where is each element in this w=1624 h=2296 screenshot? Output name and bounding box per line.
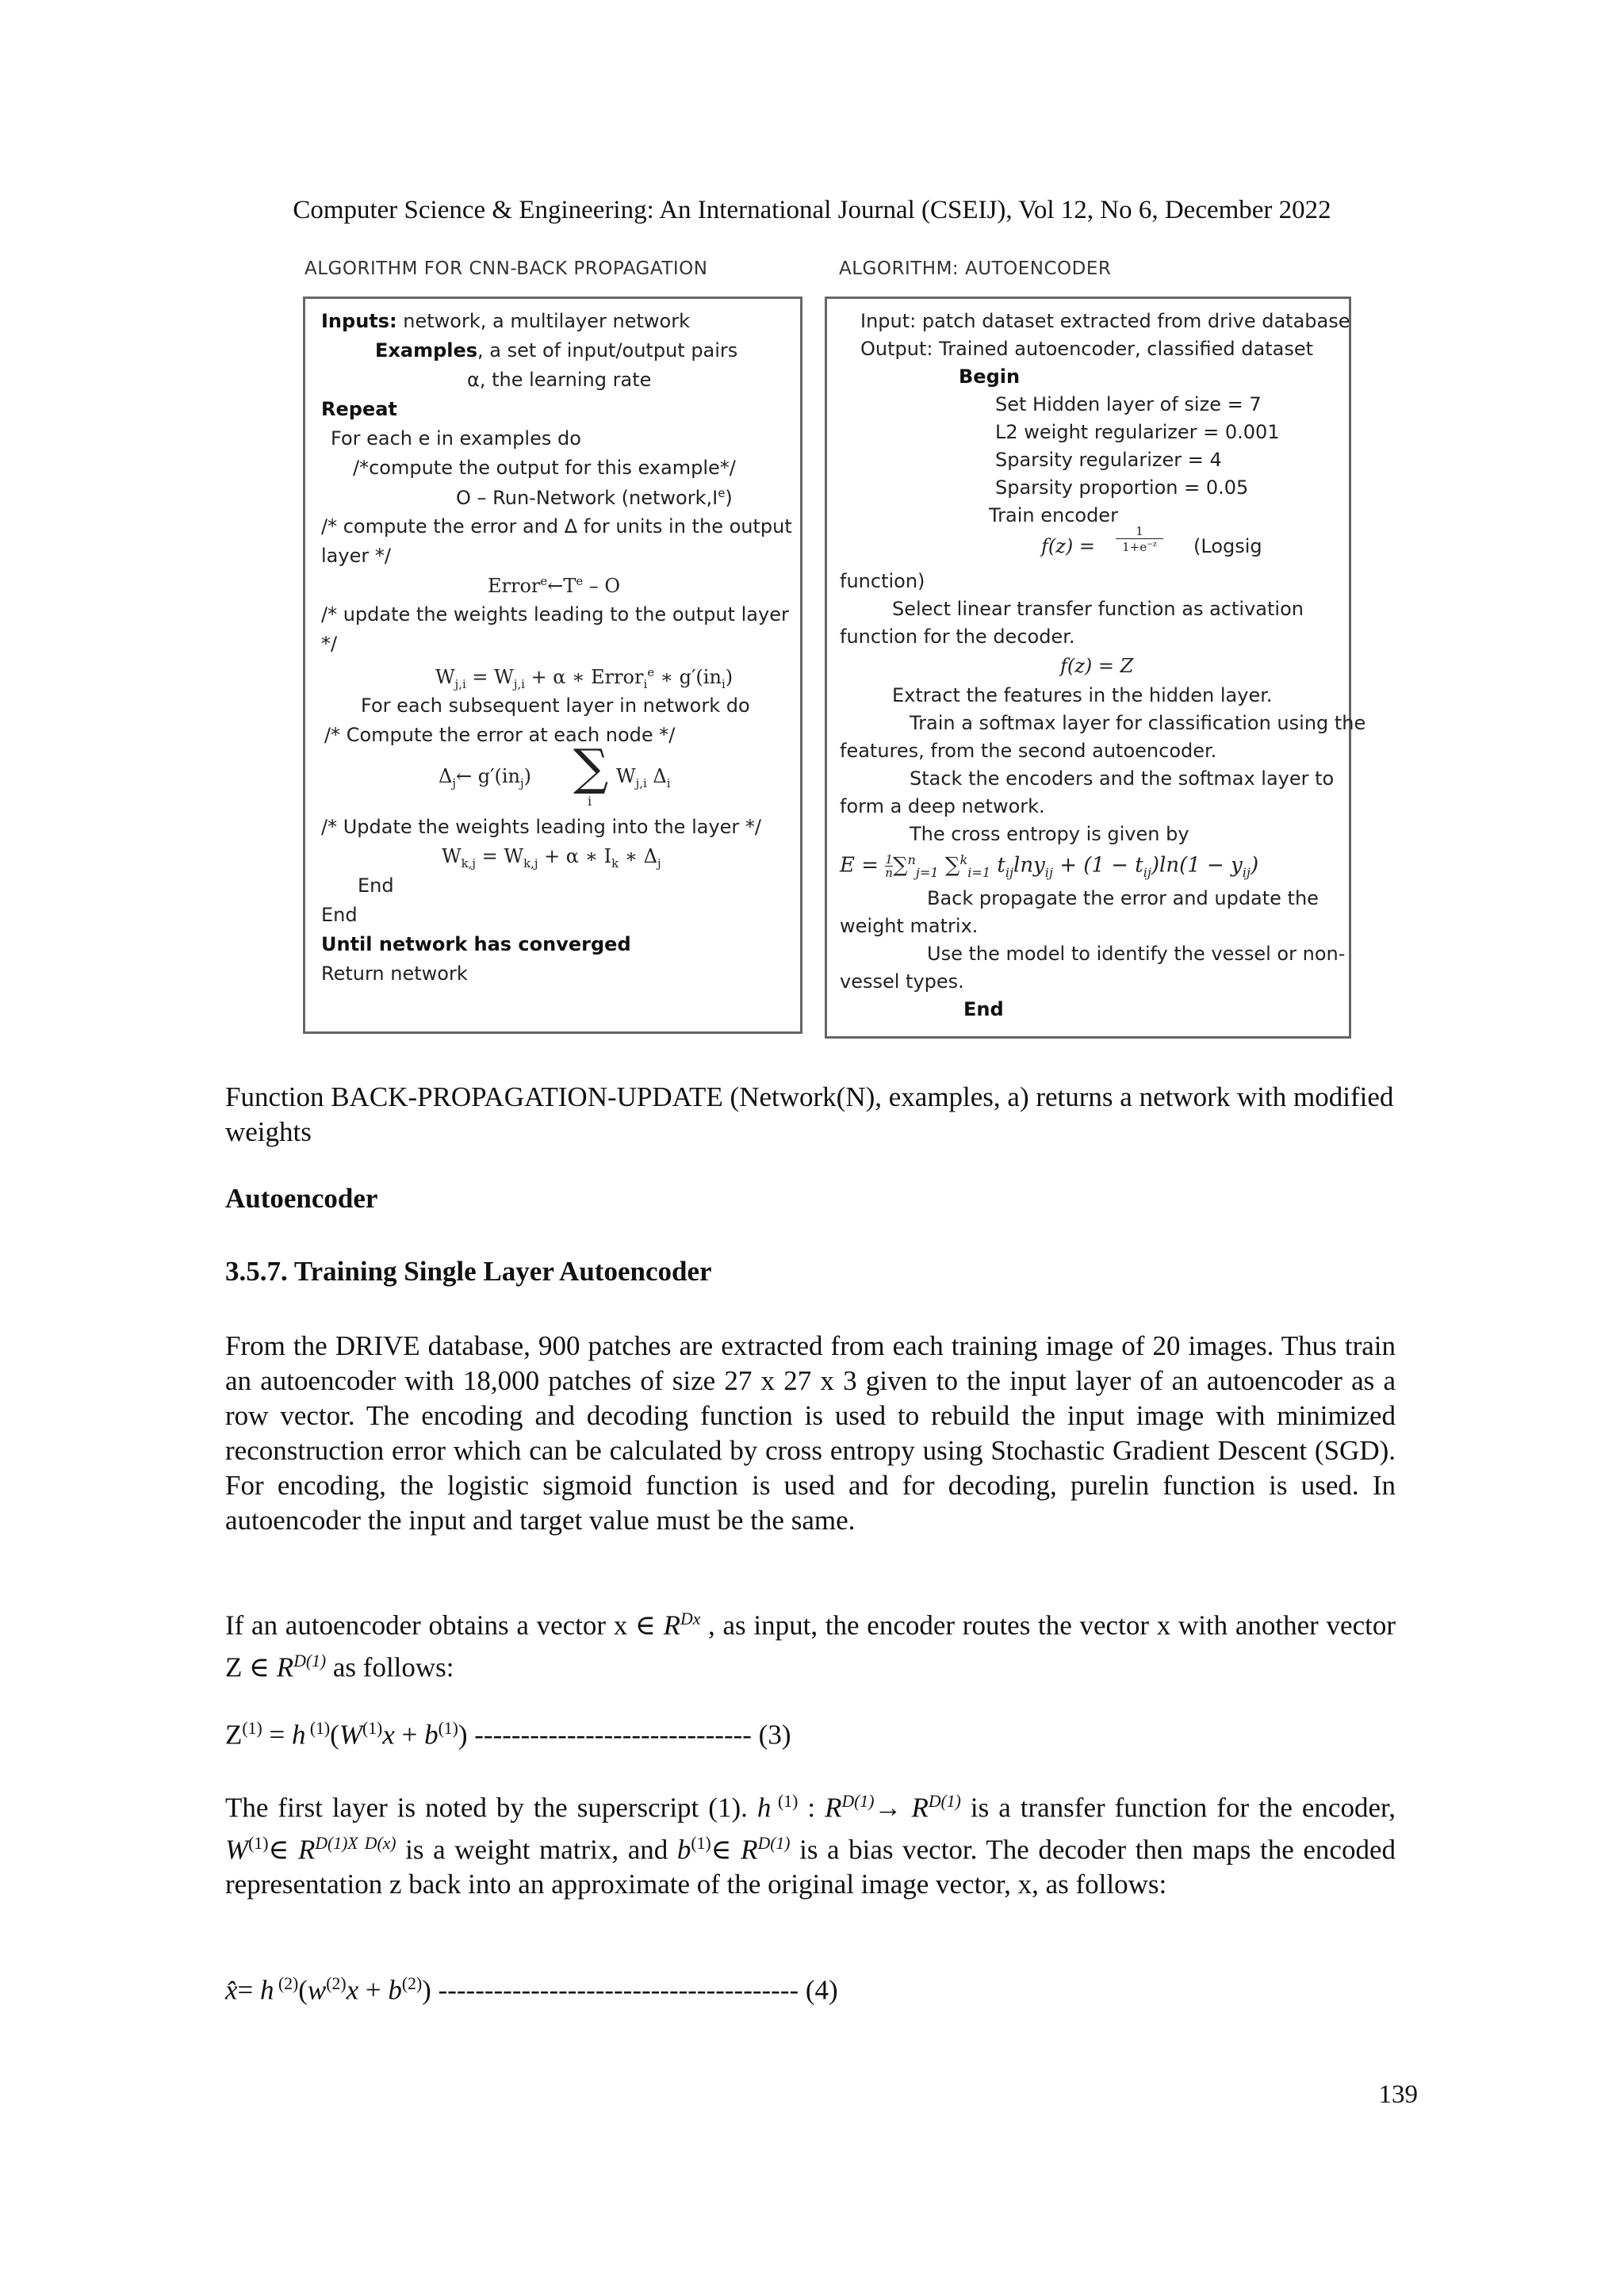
algo-left-until: Until network has converged [321,933,631,955]
algo-right-function-close: function) [840,570,925,592]
algo-left-update-eq: $W_{k,j} = W_{k,j} + \alpha$ ∗ $I_k$ ∗ $\Delta_j$ [442,845,661,871]
algorithm-caption: Function BACK-PROPAGATION-UPDATE (Network(N), examples, a) returns a network with modified weights [225,1081,1394,1147]
algo-left-weight-eq: $W_{j,i} = W_{j,i} + \alpha$ ∗ Error$_i^e$ ∗ $g'(in_i)$ [435,665,733,691]
algo-left-sum-symbol: ∑ [573,738,609,796]
running-header: Computer Science & Engineering: An International Journal (CSEIJ), Vol 12, No 6, December 2022 [293,196,1331,224]
algo-right-softmax-a: Train a softmax layer for classification using the [910,712,1366,734]
algo-right-sparsity-prop: Sparsity proportion = 0.05 [995,476,1249,499]
algo-left-for-each: For each e in examples do [331,427,581,450]
algo-left-inputs: Inputs: network, a multilayer network [321,310,690,332]
algo-right-l2: L2 weight regularizer = 0.001 [995,421,1280,443]
algo-left-return: Return network [321,962,468,985]
algo-right-logsig-num: 1 [1116,524,1163,539]
algo-left-comment3b: */ [321,633,338,655]
algo-right-select-a: Select linear transfer function as activation [892,598,1304,620]
algo-right-train-encoder: Train encoder [989,504,1118,526]
algo-right-input: Input: patch dataset extracted from drive database [860,310,1350,332]
algo-right-use-model-b: vessel types. [840,970,964,993]
algo-left-title: ALGORITHM FOR CNN-BACK PROPAGATION [304,258,708,279]
algo-left-sum-index: i [588,794,592,809]
algo-left-comment2a: /* compute the error and Δ for units in the output [321,515,792,538]
algo-right-logsig-eq: f(z) = [1041,535,1095,557]
algo-right-box [825,297,1366,1039]
algo-right-linear-eq: f(z) = Z [1060,655,1134,677]
algo-right-cross-entropy: The cross entropy is given by [910,823,1189,845]
algo-right-logsig-den: $1+e^{-z}$ [1122,540,1157,554]
algo-left-error-eq: $Error^e\leftarrow T^e$ – O [488,574,621,597]
page-number: 139 [1378,2080,1418,2109]
algo-right-select-b: function for the decoder. [840,626,1075,648]
algo-right-stack-a: Stack the encoders and the softmax layer to [910,767,1335,790]
algo-right-begin: Begin [959,365,1021,388]
paragraph-encoder-input: If an autoencoder obtains a vector x ∈ $R^{Dx}$ , as input, the encoder routes the vector x with another vector Z ∈ $R^{D(1)}$ as follows: [225,1609,1396,1683]
algo-right-sparsity-reg: Sparsity regularizer = 4 [995,449,1222,471]
algo-left-examples: Examples, a set of input/output pairs [375,339,738,362]
paragraph-drive-database: From the DRIVE database, 900 patches are extracted from each training image of 20 images. Thus train an autoencoder with 18,000 patches of size 27 x 27 x 3 given to the input layer of an autoencoder as a row vector. The encoding and decoding function is used to rebuild the input image with minimized reconstruction error which can be calculated by cross entropy using Stochastic Gradient Descent (SGD). For encoding, the logistic sigmoid function is used and for decoding, purelin function is used. In autoencoder the input and target value must be the same. [225,1330,1396,1536]
section-training-heading: 3.5.7. Training Single Layer Autoencoder [225,1256,712,1287]
algo-left-end1: End [358,874,394,897]
algo-right-use-model-a: Use the model to identify the vessel or non- [927,943,1346,965]
algo-left-delta-eq-b: $W_{j,i}$ $\Delta_i$ [616,765,671,790]
algo-right-ce-eq: E = $\frac{1}{n}$ ∑$^n_{j=1}$ ∑$^k_{i=1}$ $t_{ij}\ln y_{ij} + (1 - t_{ij})\ln(1 - y_{ij})$ [840,852,1259,881]
algo-left-comment2b: layer */ [321,545,391,567]
section-autoencoder: Autoencoder [225,1183,378,1214]
equation-4: x̂= h $^{(2)}(w^{(2)}x + b^{(2)})$ --------------------------------------- (4) [225,1974,838,2006]
algo-right-stack-b: form a deep network. [840,795,1045,817]
algo-left-run-network: O – Run-Network (network,Ie) [456,486,733,509]
algo-left-comment5: /* Update the weights leading into the layer */ [321,816,761,838]
algo-right-end: End [963,998,1004,1020]
algo-left-comment4: /* Compute the error at each node */ [324,724,676,746]
algo-left-for-each-layer: For each subsequent layer in network do [361,695,750,717]
algo-left-comment3a: /* update the weights leading to the output layer [321,603,789,626]
algo-right-hidden: Set Hidden layer of size = 7 [995,393,1262,415]
paragraph-transfer-function: The first layer is noted by the superscript (1). h $^{(1)}$ : $R^{D(1)}\to R^{D(1)}$ is a transfer function for the encoder, $W^{(1)}\in$ $R^{D(1)X D(x)}$ is a weight matrix, and $b^{(1)}\in$ $R^{D(1)}$ is a bias vector. The decoder then maps the encoded representation z back into an approximate of the original image vector, x, as follows: [225,1792,1396,1900]
algo-left-delta-eq-a: $\Delta_j\leftarrow$ $g'(in_j)$ [439,765,532,790]
algo-left-repeat: Repeat [321,398,397,420]
algo-right-logsig-label: (Logsig [1193,535,1262,557]
algo-left-end2: End [321,904,358,926]
algo-left-alpha: α, the learning rate [467,369,652,391]
equation-3: $Z^{(1)} = h$ $^{(1)}(W^{(1)}x + b^{(1)})$ ------------------------------ (3) [225,1719,791,1751]
algo-right-title: ALGORITHM: AUTOENCODER [839,258,1112,279]
algo-right-extract: Extract the features in the hidden layer. [892,684,1273,706]
algo-right-backprop-a: Back propagate the error and update the [927,887,1319,909]
algo-left-comment1: /*compute the output for this example*/ [353,457,736,479]
algo-right-softmax-b: features, from the second autoencoder. [840,740,1217,762]
algo-left-box [303,297,802,1034]
algo-right-backprop-b: weight matrix. [840,915,979,937]
algo-right-output: Output: Trained autoencoder, classified dataset [860,338,1314,360]
